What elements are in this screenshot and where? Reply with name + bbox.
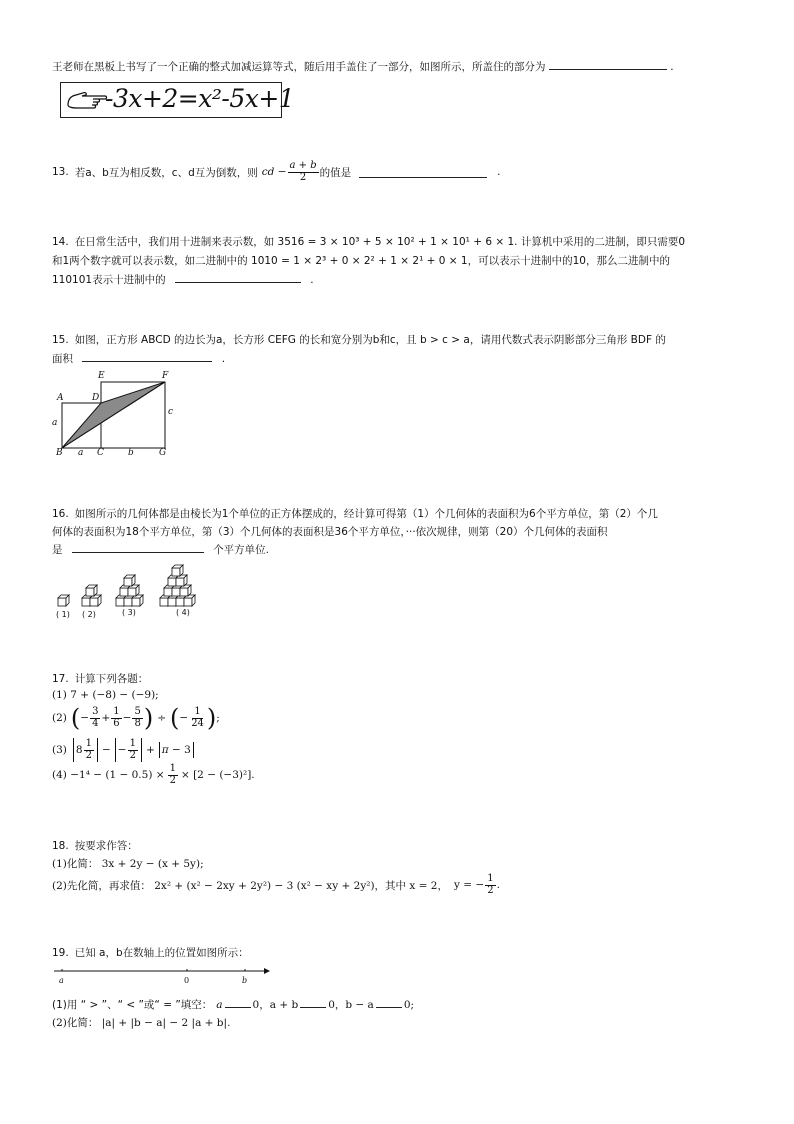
q16-cube-figures: ( 1) ( 2) ( 3) ( 4) bbox=[52, 560, 212, 626]
q16-line3: 是 个平方单位. bbox=[52, 544, 270, 556]
answer-blank[interactable] bbox=[82, 351, 212, 362]
stacked-cubes-diagram bbox=[52, 560, 212, 610]
fraction: $\frac{a + b}{2}$ bbox=[289, 160, 317, 183]
q19-part1: (1)用 “ > ”、“ < ”或“ = ”填空： a 0，a + b 0，b − a 0; bbox=[52, 999, 415, 1011]
q17-part4: (4) −1⁴ − (1 − 0.5) × $\frac{1}{2}$ × [2 − (−3)²]. bbox=[52, 763, 255, 786]
answer-blank[interactable] bbox=[549, 59, 667, 70]
q19-part2: (2)化简： |a| + |b − a| − 2 |a + b|. bbox=[52, 1017, 231, 1029]
q14-line3: 110101表示十进制中的 . bbox=[52, 274, 314, 286]
q15-line1: 15. 如图，正方形 ABCD 的边长为a，长方形 CEFG 的长和宽分别为b和c，且 b > c > a，请用代数式表示阴影部分三角形 BDF 的 bbox=[52, 334, 666, 346]
answer-blank[interactable] bbox=[72, 542, 204, 553]
q18-part2: (2)先化简，再求值： 2x² + (x² − 2xy + 2y²) − 3 (x² − xy + 2y²)，其中 x = 2， y = − $\frac{1}{2}$ . bbox=[52, 873, 500, 896]
q16-line2: 何体的表面积为18个平方单位，第（3）个几何体的表面积是36个平方单位，···依次规律，则第（20）个几何体的表面积 bbox=[52, 526, 608, 538]
q18-title: 18. 按要求作答： bbox=[52, 840, 138, 852]
q17-title: 17. 计算下列各题： bbox=[52, 673, 149, 685]
q17-part2: (2) ( − $\frac{3}{4}$ + $\frac{1}{6}$ − $\frac{5}{8}$ ) ÷ ( − $\frac{1}{24}$ ) ; bbox=[52, 704, 220, 732]
q18-part1: (1)化简： 3x + 2y − (x + 5y); bbox=[52, 858, 204, 870]
q15-line2: 面积 . bbox=[52, 353, 226, 365]
q12-text: 王老师在黑板上书写了一个正确的整式加减运算等式，随后用手盖住了一部分，如图所示，所盖住的部分为 . bbox=[52, 61, 674, 73]
pointing-hand-icon bbox=[65, 87, 109, 113]
number-line-axis bbox=[52, 966, 272, 978]
q16-line1: 16. 如图所示的几何体都是由棱长为1个单位的正方体摆成的，经计算可得第（1）个几何体的表面积为6个平方单位，第（2）个几 bbox=[52, 508, 658, 520]
q17-part3: (3) 8 $\frac{1}{2}$ − − $\frac{1}{2}$ + π − 3 bbox=[52, 738, 196, 762]
square-rectangle-diagram bbox=[48, 370, 183, 460]
q14-line2: 和1两个数字就可以表示数，如二进制中的 1010 = 1 × 2³ + 0 × 2² + 1 × 2¹ + 0 × 1，可以表示十进制中的10，那么二进制中的 bbox=[52, 255, 670, 267]
answer-blank[interactable] bbox=[225, 997, 251, 1008]
q13: 13. 若a、b互为相反数，c、d互为倒数，则 cd − $\frac{a + b}{2}$ 的值是 . bbox=[52, 160, 501, 183]
blackboard-equation-box bbox=[60, 82, 295, 118]
equation-text: -3x+2=x²-5x+1 bbox=[105, 84, 295, 113]
q15-figure: E F A D a c B a C b G bbox=[48, 370, 183, 460]
answer-blank[interactable] bbox=[300, 997, 326, 1008]
answer-blank[interactable] bbox=[359, 167, 487, 178]
answer-blank[interactable] bbox=[376, 997, 402, 1008]
q17-part1: (1) 7 + (−8) − (−9); bbox=[52, 689, 159, 701]
q14-line1: 14. 在日常生活中，我们用十进制来表示数，如 3516 = 3 × 10³ + 5 × 10² + 1 × 10¹ + 6 × 1. 计算机中采用的二进制，即只需要0 bbox=[52, 236, 686, 248]
q19-title: 19. 已知 a，b在数轴上的位置如图所示： bbox=[52, 947, 249, 959]
number-line: a 0 b bbox=[52, 966, 272, 988]
answer-blank[interactable] bbox=[175, 272, 301, 283]
